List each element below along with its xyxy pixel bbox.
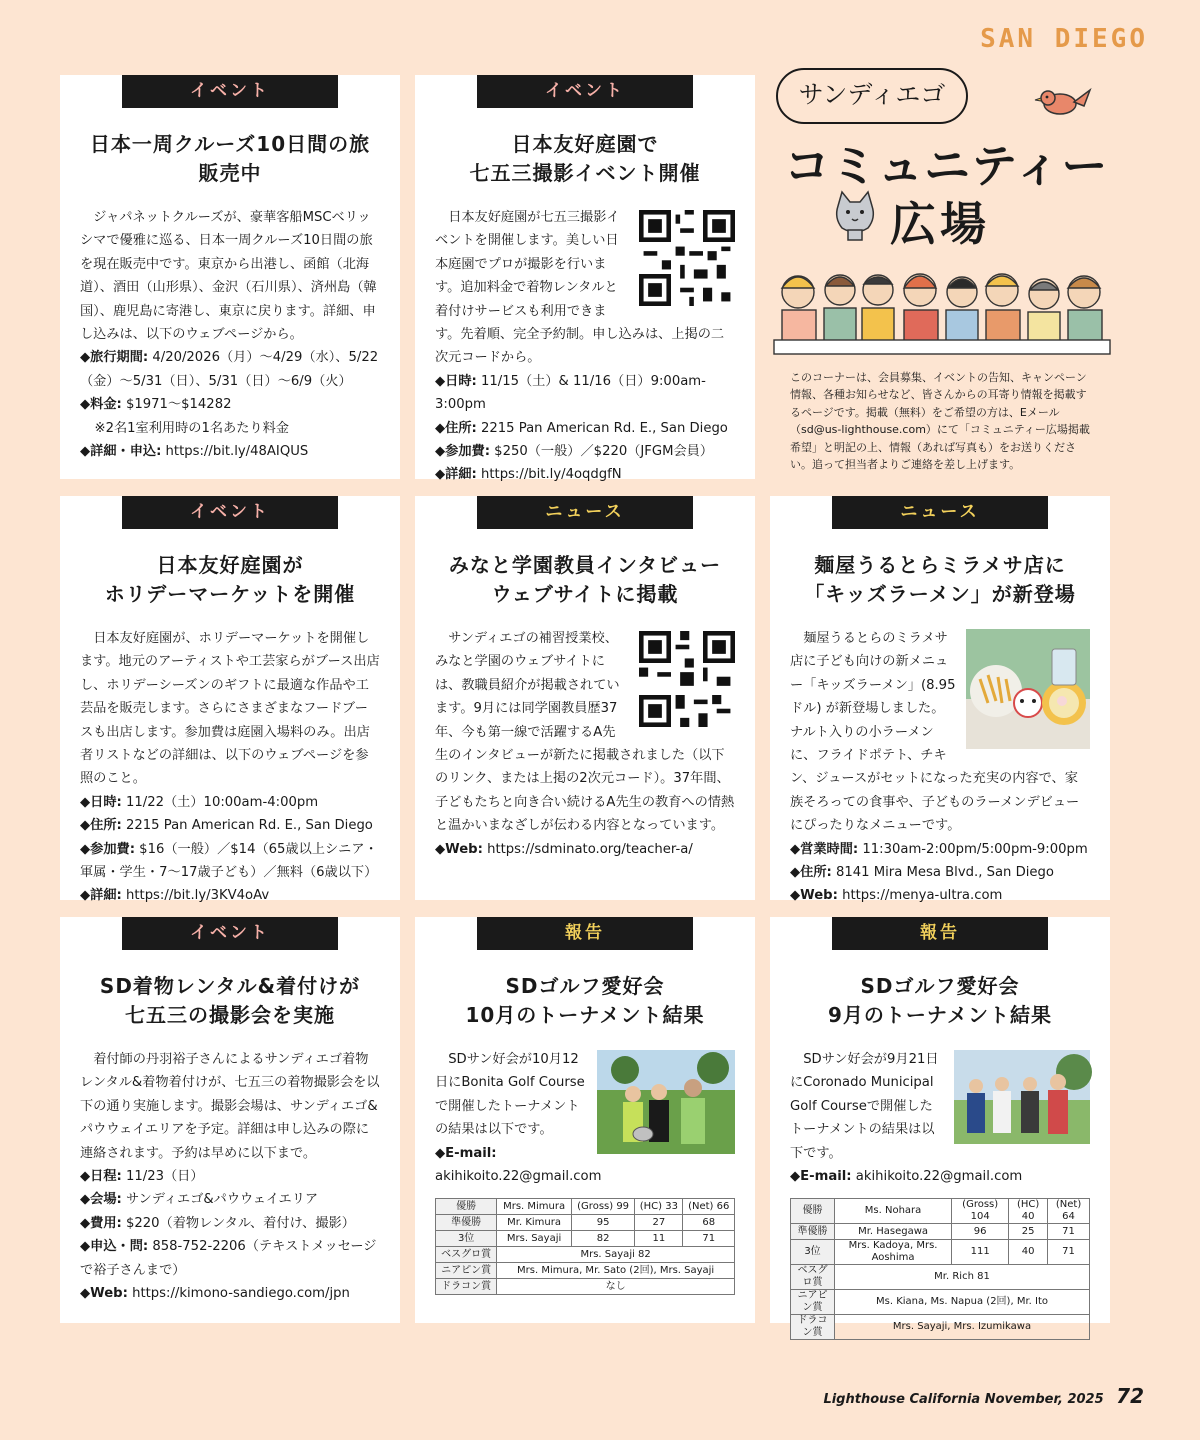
card-item: ◆E-mail: akihikoito.22@gmail.com (790, 1169, 1023, 1185)
card-item: ◆詳細: https://bit.ly/3KV4oAv (80, 888, 270, 904)
card-item: ◆会場: サンディエゴ&パウウェイエリア (80, 1192, 319, 1208)
card-item: ◆旅行期間: 4/20/2026（月）〜4/29（水）、5/22（金）〜5/31（日）、5/31（日）〜6/9（火） (80, 350, 379, 389)
table-row: ベスグロ賞 Mrs. Sayaji 82 (436, 1247, 735, 1263)
card-body (790, 627, 1090, 908)
card-title: 日本一周クルーズ10日間の旅 販売中 (89, 132, 371, 185)
table-row: 3位 Mrs. Kadoya, Mrs. Aoshima 111 40 71 (791, 1240, 1090, 1265)
card-body (435, 206, 735, 487)
card-lead: SDサン好会が9月21日にCoronado Municipal Golf Courseで開催したトーナメントの結果は以下です。 (790, 1052, 939, 1161)
card-item: ◆Web: https://menya-ultra.com (790, 888, 1003, 904)
results-table (435, 1198, 735, 1295)
card-title: みなと学園教員インタビュー ウェブサイトに掲載 (448, 553, 722, 606)
golf-group-photo (597, 1050, 735, 1154)
bird-icon (1032, 82, 1092, 122)
card-item: ※2名1室利用時の1名あたり料金 (94, 420, 289, 436)
category-badge: イベント (122, 75, 338, 108)
card-title: SDゴルフ愛好会 9月のトーナメント結果 (827, 974, 1053, 1027)
qr-code-icon[interactable] (639, 631, 735, 727)
card-body (80, 627, 380, 908)
intro-pill: サンディエゴ (776, 68, 968, 124)
card-title: 日本友好庭園で 七五三撮影イベント開催 (469, 132, 701, 185)
table-row: ニアピン賞 Ms. Kiana, Ms. Napua (2回), Mr. Ito (791, 1290, 1090, 1315)
card-body (435, 627, 735, 861)
card-kimono (60, 917, 400, 1323)
page-footer (823, 1384, 1144, 1408)
card-item: ◆費用: $220（着物レンタル、着付け、撮影） (80, 1215, 355, 1231)
table-row: 優勝 Ms. Nohara (Gross) 104 (HC) 40 (Net) 64 (791, 1199, 1090, 1224)
category-badge: イベント (122, 917, 338, 950)
intro-headline-1: コミュニティー (784, 139, 1109, 193)
cat-icon (828, 188, 882, 242)
card-shichigosan (415, 75, 755, 483)
card-lead: SDサン好会が10月12日にBonita Golf Courseで開催したトーナメントの結果は以下です。 (435, 1052, 585, 1138)
card-ramen (770, 496, 1110, 904)
card-title: 日本友好庭園が ホリデーマーケットを開催 (104, 553, 356, 606)
card-body (80, 1048, 380, 1305)
card-item: ◆詳細: https://bit.ly/4oqdgfN (435, 467, 622, 483)
card-lead: 着付師の丹羽裕子さんによるサンディエゴ着物レンタル&着物着付けが、七五三の着物撮影会を以下の通り実施します。撮影会場は、サンディエゴ&パウウェイエリアを予定。詳細は申し込みの際に連絡されます。予約は早めに以下まで。 (80, 1052, 380, 1161)
card-item: ◆E-mail: akihikoito.22@gmail.com (435, 1145, 602, 1185)
card-item: ◆営業時間: 11:30am-2:00pm/5:00pm-9:00pm (790, 841, 1088, 857)
card-golf-october (415, 917, 755, 1323)
card-title: SD着物レンタル&着付けが 七五三の撮影会を実施 (99, 974, 361, 1027)
card-title: SDゴルフ愛好会 10月のトーナメント結果 (465, 974, 705, 1027)
card-minato (415, 496, 755, 900)
golf-group-photo (954, 1050, 1090, 1144)
region-label: SAN DIEGO (980, 24, 1148, 54)
card-item: ◆住所: 2215 Pan American Rd. E., San Diego (435, 420, 728, 436)
category-badge: ニュース (832, 496, 1048, 529)
intro-headline-2: 広場 (890, 197, 990, 251)
card-item: ◆日時: 11/22（土）10:00am-4:00pm (80, 794, 319, 810)
table-row: 準優勝 Mr. Hasegawa 96 25 71 (791, 1224, 1090, 1240)
card-item: ◆参加費: $250（一般）／$220（JFGM会員） (435, 444, 714, 460)
table-row: 優勝 Mrs. Mimura (Gross) 99 (HC) 33 (Net) 66 (436, 1199, 735, 1215)
category-badge: イベント (122, 496, 338, 529)
table-row: ベスグロ賞 Mr. Rich 81 (791, 1265, 1090, 1290)
card-body (80, 206, 380, 463)
card-body (435, 1048, 735, 1295)
card-lead: サンディエゴの補習授業校、みなと学園のウェブサイトには、教職員紹介が掲載されています。9月には同学園教員歴37年、今も第一線で活躍するA先生のインタビューが新たに掲載されました（以下のリンク、または上掲の2次元コード）。37年間、子どもたちと向き合い続けるA先生の教育への情熱と温かいまなざしが伝わる内容となっています。 (435, 631, 735, 834)
card-item: ◆料金: $1971〜$14282 (80, 397, 232, 413)
card-cruise (60, 75, 400, 479)
card-item: ◆住所: 2215 Pan American Rd. E., San Diego (80, 818, 373, 834)
page-number: 72 (1116, 1384, 1144, 1408)
card-item: ◆Web: https://sdminato.org/teacher-a/ (435, 841, 693, 857)
table-row: ニアピン賞 Mrs. Mimura, Mr. Sato (2回), Mrs. Sayaji (436, 1263, 735, 1279)
table-row: ドラコン賞 Mrs. Sayaji, Mrs. Izumikawa (791, 1315, 1090, 1340)
card-item: ◆申込・問: 858-752-2206（テキストメッセージで裕子さんまで） (80, 1239, 377, 1278)
card-item: ◆日程: 11/23（日） (80, 1169, 204, 1185)
card-holiday-market (60, 496, 400, 904)
card-lead: 日本友好庭園が七五三撮影イベントを開催します。美しい日本庭園でプロが撮影を行います。追加料金で着物レンタルと着付けサービスも利用できます。先着順、完全予約制。申し込みは、上掲の二次元コードから。 (435, 210, 725, 366)
category-badge: ニュース (477, 496, 693, 529)
card-item: ◆住所: 8141 Mira Mesa Blvd., San Diego (790, 865, 1054, 881)
card-item: ◆Web: https://kimono-sandiego.com/jpn (80, 1286, 350, 1302)
category-badge: 報告 (477, 917, 693, 950)
results-table (790, 1198, 1090, 1340)
people-illustration (774, 260, 1110, 360)
card-lead: ジャパネットクルーズが、豪華客船MSCベリッシマで優雅に巡る、日本一周クルーズ10日間の旅を現在販売中です。東京から出港し、函館（北海道）、酒田（山形県）、金沢（石川県）、済州島（韓国）、鹿児島に寄港し、東京に戻ります。詳細、申し込みは、以下のウェブページから。 (80, 210, 377, 343)
intro-text: このコーナーは、会員募集、イベントの告知、キャンペーン情報、各種お知らせなど、皆さんからの耳寄り情報を掲載するページです。掲載（無料）をご希望の方は、Eメール（sd@us-lighthouse.com）にて「コミュニティー広場掲載希望」と明記の上、情報（あれば写真も）をお送りください。追って担当者よりご連絡を差し上げます。 (790, 371, 1090, 472)
card-golf-september (770, 917, 1110, 1339)
intro-block (770, 60, 1112, 472)
card-title: 麺屋うるとらミラメサ店に 「キッズラーメン」が新登場 (804, 553, 1076, 606)
card-item: ◆詳細・申込: https://bit.ly/48AIQUS (80, 444, 309, 460)
card-item: ◆日時: 11/15（土）& 11/16（日）9:00am-3:00pm (435, 373, 706, 413)
category-badge: 報告 (832, 917, 1048, 950)
card-lead: 日本友好庭園が、ホリデーマーケットを開催します。地元のアーティストや工芸家らがブース出店し、ホリデーシーズンのギフトに最適な作品や工芸品を販売します。さらにさまざまなフードブースも出店します。参加費は庭園入場料のみ。出店者リストなどの詳細は、以下のウェブページを参照のこと。 (80, 631, 380, 787)
card-lead: 麺屋うるとらのミラメサ店に子ども向けの新メニュー「キッズラーメン」(8.95ドル) が新登場しました。ナルト入りの小ラーメンに、フライドポテト、チキン、ジュースがセットになった充実の内容で、家族そろっての食事や、子どものラーメンデビューにぴったりなメニューです。 (790, 631, 1080, 834)
table-row: 準優勝 Mr. Kimura 95 27 68 (436, 1215, 735, 1231)
publication-name: Lighthouse California November, 2025 (823, 1392, 1104, 1407)
category-badge: イベント (477, 75, 693, 108)
kids-ramen-photo (966, 629, 1090, 749)
qr-code-icon[interactable] (639, 210, 735, 306)
table-row: 3位 Mrs. Sayaji 82 11 71 (436, 1231, 735, 1247)
card-item: ◆参加費: $16（一般）／$14（65歳以上シニア・軍属・学生・7〜17歳子ども）／無料（6歳以下） (80, 841, 378, 881)
card-body (790, 1048, 1090, 1340)
table-row: ドラコン賞 なし (436, 1279, 735, 1295)
